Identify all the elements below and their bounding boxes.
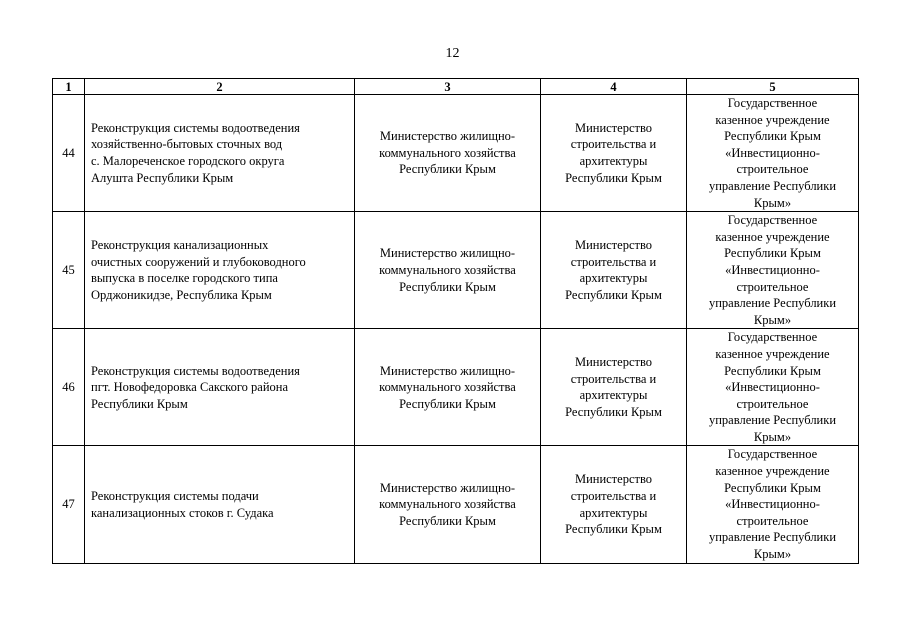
customer-cell-line: коммунального хозяйства	[379, 380, 516, 395]
table-row	[53, 446, 859, 563]
column-header: 4	[541, 79, 687, 95]
builder-cell-line: Государственное	[727, 96, 818, 110]
project-name-line: выпуска в поселке городского типа	[91, 271, 278, 286]
builder-cell-line: казенное учреждение	[715, 229, 830, 244]
project-name	[85, 446, 355, 563]
customer-cell-line: Республики Крым	[399, 279, 496, 294]
customer-cell	[355, 212, 541, 329]
builder-cell-line: Республики Крым	[724, 129, 821, 144]
project-name-line: Реконструкция системы подачи	[91, 488, 259, 503]
developer-cell-line: архитектуры	[579, 271, 648, 286]
column-header: 2	[85, 79, 355, 95]
customer-cell-line: Республики Крым	[399, 162, 496, 177]
builder-cell-line: казенное учреждение	[715, 112, 830, 127]
builder-cell-line: управление Республики	[708, 530, 837, 545]
developer-cell-line: Министерство	[574, 238, 653, 253]
customer-cell-line: Республики Крым	[399, 513, 496, 528]
developer-cell	[541, 329, 687, 446]
project-name-line: Реконструкция системы водоотведения	[91, 120, 300, 135]
project-name-line: Орджоникидзе, Республика Крым	[91, 287, 272, 302]
developer-cell-line: Республики Крым	[565, 287, 662, 302]
builder-cell-line: Республики Крым	[724, 363, 821, 378]
developer-cell-line: архитектуры	[579, 388, 648, 403]
customer-cell	[355, 95, 541, 212]
builder-cell	[687, 446, 859, 563]
developer-cell-line: архитектуры	[579, 154, 648, 169]
column-header: 3	[355, 79, 541, 95]
page-number: 12	[445, 46, 460, 61]
developer-cell-line: Республики Крым	[565, 170, 662, 185]
builder-cell-line: Крым»	[753, 429, 792, 444]
developer-cell-line: строительства и	[570, 488, 657, 503]
projects-table	[52, 78, 859, 564]
builder-cell-line: управление Республики	[708, 178, 837, 193]
column-header: 5	[687, 79, 859, 95]
builder-cell	[687, 329, 859, 446]
builder-cell-line: Государственное	[727, 213, 818, 228]
row-number: 45	[53, 212, 85, 329]
customer-cell-line: Республики Крым	[399, 396, 496, 411]
builder-cell-line: Крым»	[753, 312, 792, 327]
builder-cell-line: управление Республики	[708, 413, 837, 428]
project-name-line: с. Малореченское городского округа	[91, 154, 285, 169]
customer-cell-line: Министерство жилищно-	[379, 363, 516, 378]
builder-cell-line: Республики Крым	[724, 246, 821, 261]
developer-cell-line: Министерство	[574, 355, 653, 370]
builder-cell-line: «Инвестиционно-	[725, 262, 820, 277]
project-name-line: канализационных стоков г. Судака	[91, 505, 274, 520]
project-name	[85, 329, 355, 446]
builder-cell-line: «Инвестиционно-	[725, 380, 820, 395]
row-number: 44	[53, 95, 85, 212]
project-name	[85, 95, 355, 212]
developer-cell-line: Министерство	[574, 472, 653, 487]
customer-cell-line: коммунального хозяйства	[379, 145, 516, 160]
row-number: 46	[53, 329, 85, 446]
builder-cell-line: казенное учреждение	[715, 346, 830, 361]
project-name	[85, 212, 355, 329]
builder-cell-line: Государственное	[727, 330, 818, 345]
customer-cell	[355, 329, 541, 446]
customer-cell-line: Министерство жилищно-	[379, 246, 516, 261]
table-row	[53, 95, 859, 212]
row-number: 47	[53, 446, 85, 563]
customer-cell-line: Министерство жилищно-	[379, 480, 516, 495]
developer-cell-line: строительства и	[570, 137, 657, 152]
developer-cell	[541, 95, 687, 212]
customer-cell	[355, 446, 541, 563]
developer-cell-line: Республики Крым	[565, 404, 662, 419]
builder-cell-line: управление Республики	[708, 296, 837, 311]
builder-cell-line: строительное	[736, 396, 809, 411]
builder-cell-line: Республики Крым	[724, 480, 821, 495]
project-name-line: Республики Крым	[91, 396, 188, 411]
project-name-line: очистных сооружений и глубоководного	[91, 254, 306, 269]
builder-cell-line: строительное	[736, 513, 809, 528]
project-name-line: пгт. Новофедоровка Сакского района	[91, 380, 289, 395]
builder-cell-line: казенное учреждение	[715, 464, 830, 479]
builder-cell-line: строительное	[736, 279, 809, 294]
column-header: 1	[53, 79, 85, 95]
developer-cell	[541, 212, 687, 329]
customer-cell-line: Министерство жилищно-	[379, 129, 516, 144]
builder-cell-line: «Инвестиционно-	[725, 145, 820, 160]
builder-cell-line: Крым»	[753, 547, 792, 562]
builder-cell-line: строительное	[736, 162, 809, 177]
table-header-row	[53, 79, 859, 95]
table-row	[53, 212, 859, 329]
developer-cell-line: строительства и	[570, 371, 657, 386]
developer-cell-line: Республики Крым	[565, 522, 662, 537]
developer-cell-line: Министерство	[574, 120, 653, 135]
project-name-line: Алушта Республики Крым	[91, 170, 234, 185]
customer-cell-line: коммунального хозяйства	[379, 497, 516, 512]
customer-cell-line: коммунального хозяйства	[379, 262, 516, 277]
project-name-line: хозяйственно-бытовых сточных вод	[91, 137, 283, 152]
table-row	[53, 329, 859, 446]
builder-cell-line: «Инвестиционно-	[725, 497, 820, 512]
builder-cell-line: Государственное	[727, 447, 818, 462]
builder-cell	[687, 95, 859, 212]
developer-cell-line: строительства и	[570, 254, 657, 269]
builder-cell-line: Крым»	[753, 195, 792, 210]
builder-cell	[687, 212, 859, 329]
developer-cell-line: архитектуры	[579, 505, 648, 520]
developer-cell	[541, 446, 687, 563]
project-name-line: Реконструкция системы водоотведения	[91, 363, 300, 378]
project-name-line: Реконструкция канализационных	[91, 238, 269, 253]
